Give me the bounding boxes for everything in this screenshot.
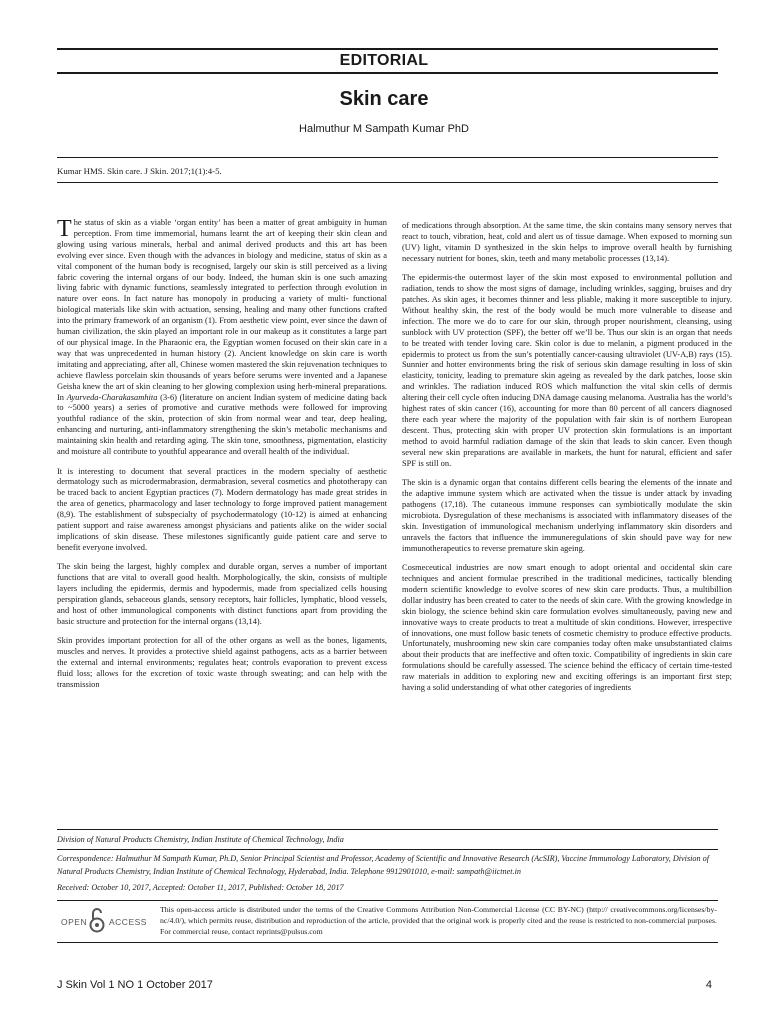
open-access-word-access: ACCESS: [109, 917, 147, 927]
paragraph: Skin provides important protection for all of the other organs as well as the bones, ligaments, muscles and nerves. It provides a protective shield against pathogens, acts as a barrier between the external and internal environments; regulates heat; controls evaporation to prevent excess fluid loss; allows for the excretion of toxic waste through sweating; and can help with the transmission: [57, 636, 387, 690]
body-column-left: [57, 218, 387, 700]
journal-footer: J Skin Vol 1 NO 1 October 2017: [57, 979, 213, 991]
open-lock-icon: [89, 907, 105, 933]
citation-bottom-rule: [57, 182, 718, 183]
open-access-logo: [57, 907, 152, 935]
citation-top-rule: [57, 157, 718, 158]
top-rule: [57, 48, 718, 50]
open-access-row: [57, 905, 717, 939]
affiliation: Division of Natural Products Chemistry, Indian Institute of Chemical Technology, India: [57, 835, 344, 844]
page-number: 4: [705, 979, 712, 991]
paragraph: The epidermis-the outermost layer of the skin most exposed to environmental pollution and radiation, tends to show the most signs of damage, including wrinkles, sagging, bruises and dry patches. As skin ages, it becomes thinner and less pliable, making it more susceptible to injury. Without healthy skin, the rest of the body would be much more vulnerable to disease and infection. The more we do to care for our skin, through proper nourishment, cleansing, using sunblock with UV protection (SPF), the better off we’ll be. Thus our skin is an organ that needs to be treated with tender loving care. Skin color is due to melanin, a pigment produced in the epidermis to protect us from the sun’s potentially cancer-causing ultraviolet (UV-A,B) rays (15). Sunnier and hotter environments bring the risk of serious skin damage resulting in loss of skin elasticity, tonicity, leading to premature skin ageing as revealed by the dark patches, loose skin and wrinkles. The radiation induced ROS which malfunction the vital skin cells of dermis altering their cell cycle often inducing DNA damage causing melanoma. Australia has the world’s highest rates of skin cancer (16), accounting for more than 80 percent of all cancers diagnosed there each year where the majority of the population with fair skin is of northern European descent. Thus, protecting skin with proper UV protection skin formulations is an important method to avoid harmful radiation damage of the skin that leads to skin cancer. Even though several new skin preparations are available in markets, the hunt for natural, efficient and safer SPF is still on.: [402, 273, 732, 468]
paragraph: Cosmeceutical industries are now smart enough to adopt oriental and occidental skin care techniques and ancient formulae prescribed in the traditional medicines, tactically blending modern scientific knowledge to evolve scores of new skin care products. Thus, a multibillion dollar industry has been created to cater to the needs of skin care. With the growing knowledge in skin biology, the science behind skin care formulation evolves simultaneously, paving new and innovative ways to create products to treat a multitude of skin conditions. However, irrespective of innovations, one must follow basic tenets of cosmetic chemistry to produce effective products. Unfortunately, mushrooming new skin care companies today often make unsubstantiated claims about their products that are ineffective and often toxic. Compatibility of ingredients in skin care formulations should be carefully assessed. The science behind the efficacy of certain time-tested raw materials in addition to exploring new and exciting offerings is an important first step; having a solid understanding of what other categories of ingredients: [402, 563, 732, 693]
section-rule: [57, 72, 718, 74]
paragraph: of medications through absorption. At the same time, the skin contains many sensory nerves that react to touch, vibration, heat, cold and alert us of tissue damage. When exposed to morning sun (UV) light, vitamin D synthesized in the skin helps to improve overall health by furnishing necessary nutrient for bones, skin, teeth and many metabolic processes (13,14).: [402, 221, 732, 263]
paragraph: It is interesting to document that several practices in the modern specialty of aesthetic dermatology such as microdermabrasion, dermabrasion, several cosmetics and phototherapy can be traced back to ancient Egyptian practices (7). Modern dermatology has made great strides in the area of genetics, pharmacology and laser technology to forge improved patient management (8,9). The establishment of subspecialty of psychodermatology (10-12) is aimed at enhancing patient support and raise awareness amongst physicians and patients alike on the wider social implications of skin disease. These milestones significantly guide patient care and serve to benefit everyone involved.: [57, 466, 387, 552]
citation: Kumar HMS. Skin care. J Skin. 2017;1(1):4-5.: [57, 166, 222, 176]
footer-bottom-rule: [57, 942, 718, 943]
paragraph: The skin being the largest, highly complex and durable organ, serves a number of important functions that are vital to overall good health. Morphologically, the skin, consists of multiple layers including the epidermis, dermis and hypodermis, made from specialized cells housing perspiration glands, sebaceous glands, sensory receptors, hair follicles, lymphatic, blood vessels, and host of other immunological components with distinct functions apart from providing the basic structure and protection for the internal organs (13,14).: [57, 562, 387, 626]
paragraph-text: (3-6) (literature on ancient Indian system of medicine dating back to ~5000 years) a series of promotive and curative methods were followed for improving youthful radiance of the skin, protection of skin from normal wear and tear, deep healing, enhancing and nurturing, anti-inflammatory strengthening the skin’s metabolic mechanisms and maintaining skin health and retarding aging. The skin tone, smoothness, pigmentation, elasticity and moisture all contribute to youthful appearance and overall health of the individual.: [57, 392, 387, 457]
section-label: EDITORIAL: [339, 52, 429, 69]
drop-cap: T: [57, 216, 72, 242]
article-title: Skin care: [339, 88, 429, 110]
paragraph-italic: Ayurveda-Charakasamhita: [66, 392, 158, 402]
affiliation-rule: [57, 849, 718, 850]
body-column-right: [402, 221, 732, 703]
open-access-word-open: OPEN: [61, 917, 88, 927]
paragraph-text: he status of skin as a viable ‘organ entity’ has been a matter of great ambiguity in human perception. From time immemorial, humans learnt the art of keeping their skin clean and glowing using various minerals, herbal and animal derived products and this art has been evolving ever since. Even though with the advances in biology and medicine, status of skin as a vital component of the human body is recognised, largely our skin is still perceived as a living fabric covering the internal organs of our body. Indeed, the human skin is one such amazing living fabric with dynamic functions, seamlessly integrated to perfection through evolution in nature over eons. In fact nature has monopoly in producing a variety of multi- functional biological materials like skin with actuation, sensing, healing and many other functions crafted into the primary framework of an organism (1). From aesthetic view point, ever since the dawn of human civilization, the skin played an important role in our makeup as it constitutes a large part of our physical image. In the Pharaonic era, the Egyptian women focused on their skin care in a way that was unprecedented in human history (2). Ancient knowledge on skin care is worth imitating and appreciating, after all, Chinese women mastered the skin rejuvenation techniques to achieve flawless porcelain skin thousands of years before serums were invented and a Japanese Geisha knew the art of skin cleaning to her glowing complexion using herb-mineral preparations. In: [57, 218, 387, 402]
correspondence: Correspondence: Halmuthur M Sampath Kumar, Ph.D, Senior Principal Scientist and Professor, Academy of Scientific and Innovative Research (AcSIR), Vaccine Immunology Laboratory, Division of Natural Products Chemistry, Indian Institute of Chemical Technology, Hyderabad, India. Telephone 9912901010, e-mail: sampath@iictnet.in: [57, 854, 710, 876]
dates: Received: October 10, 2017, Accepted: October 11, 2017, Published: October 18, 2017: [57, 883, 344, 892]
license-text: This open-access article is distributed under the terms of the Creative Commons Attribution Non-Commercial License (CC BY-NC) (http:// creativecommons.org/licenses/by-nc/4.0/), which permits reuse, distribution and reproduction of the article, provided that the original work is properly cited and the reuse is restricted to non-commercial purposes. For commercial reuse, contact reprints@pulsus.com: [160, 905, 717, 936]
paragraph: [57, 218, 387, 458]
paragraph: The skin is a dynamic organ that contains different cells bearing the elements of the innate and the adaptive immune system which are activated when the tissue is under attack by invading pathogens (17,18). The cutaneous immune responses can symbiotically modulate the skin microbiota. Dysregulation of these mechanisms is associated with inflammatory diseases of the skin. Investigation of immunological mechanism underlying inflammatory skin disorders and unravels the factors that influence the immuneregulations of skin should pave way for new immunotherapeutics to reverse premature skin ageing.: [402, 478, 732, 553]
dates-rule: [57, 900, 718, 901]
article-author: Halmuthur M Sampath Kumar PhD: [299, 123, 469, 135]
footer-top-rule: [57, 829, 718, 830]
